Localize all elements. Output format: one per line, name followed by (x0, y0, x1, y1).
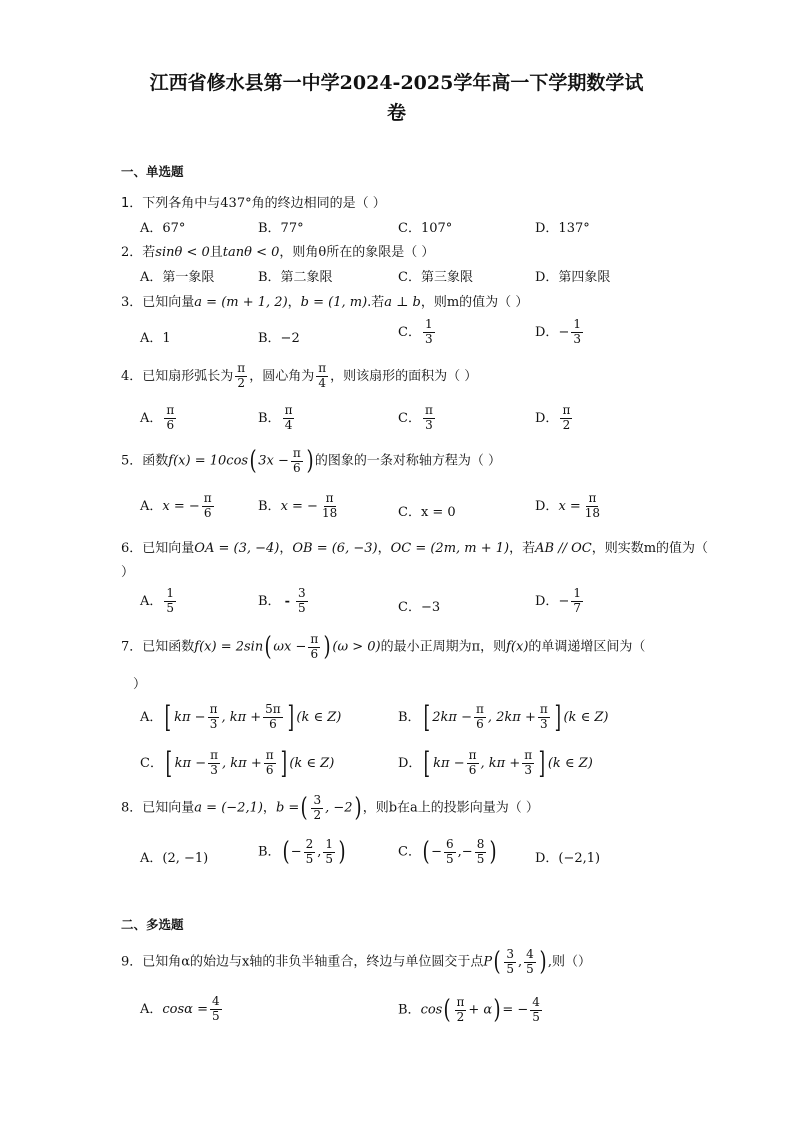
question-number: 8． (121, 800, 143, 816)
text: ， (279, 541, 293, 556)
numerator: π (524, 748, 533, 763)
numerator: 5π (265, 702, 281, 717)
denominator: 18 (584, 505, 601, 520)
math: P (483, 954, 493, 970)
math: a = (−2,1) (194, 800, 263, 816)
fraction (202, 492, 214, 521)
option-label: D． (535, 410, 559, 426)
fraction (208, 703, 220, 732)
fraction (264, 749, 276, 778)
q1-option-b: B．77° (258, 221, 304, 236)
sign: − (558, 324, 570, 340)
math: f(x) = 10cos (168, 453, 249, 469)
paren-left: ( (264, 632, 272, 662)
fraction (538, 703, 550, 732)
denominator: 6 (468, 763, 477, 777)
numerator: 1 (573, 317, 581, 331)
denominator: 5 (211, 1008, 220, 1023)
text: 已知角α的始边与x轴的非负半轴重合，终边与单位圆交于点 (142, 954, 484, 970)
numerator: 3 (313, 792, 322, 807)
text: ，圆心角为 (249, 368, 315, 384)
math: sinθ < 0 (155, 245, 210, 260)
paren-left: ( (493, 947, 501, 977)
bracket-right: ] (280, 746, 287, 781)
q9-option-a (140, 995, 224, 1024)
math: cos (420, 1002, 443, 1018)
fraction (316, 362, 328, 391)
option-label: C． (140, 756, 163, 771)
paren-right: ) (493, 995, 501, 1025)
sign: − (558, 593, 570, 609)
denominator: 6 (265, 763, 274, 777)
fraction (283, 404, 295, 433)
sign: - (284, 593, 290, 609)
fraction (311, 794, 323, 823)
paren-right: ) (338, 837, 346, 867)
fraction (524, 948, 536, 977)
q6-option-b (258, 587, 310, 616)
denominator: 6 (476, 717, 484, 731)
math: , −2 (325, 800, 353, 816)
text: 已知向量 (142, 295, 195, 310)
q3-option-c (398, 318, 437, 347)
text: .若 (367, 295, 385, 310)
bracket-left: [ (423, 700, 430, 735)
q2-option-b: B．第二象限 (258, 270, 333, 285)
option-label: B． (258, 593, 281, 609)
math: tanθ < 0 (222, 245, 280, 260)
denominator: 3 (425, 417, 433, 432)
sign: − (431, 844, 443, 860)
fraction (164, 587, 176, 616)
q7-option-b (398, 700, 608, 735)
denominator: 5 (476, 851, 485, 866)
paren-right: ) (323, 632, 331, 662)
numerator: 1 (424, 317, 433, 331)
math: (k ∈ Z) (547, 756, 593, 771)
bracket-left: [ (165, 700, 172, 735)
numerator: π (292, 445, 301, 460)
fraction (296, 587, 308, 616)
numerator: π (318, 361, 327, 375)
q1-option-c: C．107° (398, 221, 453, 236)
paren-left: ( (249, 446, 257, 476)
text: ,则（） (547, 954, 592, 970)
text: ， (287, 295, 301, 310)
q7-option-d (398, 746, 593, 781)
paren-left: ( (422, 837, 430, 867)
denominator: 7 (573, 600, 581, 615)
denominator: 6 (166, 417, 175, 432)
denominator: 5 (166, 600, 175, 615)
fraction (323, 838, 335, 867)
fraction (475, 838, 487, 867)
q1-option-a: A．67° (140, 221, 186, 236)
denominator: 3 (573, 331, 581, 346)
sign: − (290, 844, 302, 860)
question-5 (121, 446, 501, 476)
question-7-line2: ） (133, 677, 147, 692)
option-label: A． (140, 498, 163, 514)
numerator: 1 (573, 586, 581, 600)
question-number: 3． (121, 295, 143, 310)
text: 已知向量 (142, 541, 195, 556)
fraction (423, 404, 435, 433)
math: (ω > 0) (332, 639, 381, 655)
numerator: π (310, 631, 319, 646)
question-1 (121, 192, 386, 211)
fraction (308, 633, 320, 662)
page-title: 江西省修水县第一中学2024-2025学年高一下学期数学试 (149, 72, 644, 94)
q6-option-c: C．−3 (398, 600, 441, 615)
option-label: B． (398, 1002, 421, 1018)
math: kπ − (433, 756, 465, 771)
q1-option-d: D．137° (535, 221, 590, 236)
denominator: 5 (325, 851, 334, 866)
fraction (304, 838, 316, 867)
denominator: 2 (456, 1009, 465, 1024)
numerator: π (209, 702, 218, 717)
denominator: 3 (424, 331, 433, 346)
option-label: C． (398, 844, 421, 860)
math: x = − (280, 498, 318, 514)
text: 已知向量 (142, 800, 195, 816)
option-label: C． (398, 410, 421, 426)
q3-option-a: A．1 (140, 331, 171, 346)
math: a ⊥ b (384, 295, 421, 310)
denominator: 5 (446, 851, 454, 866)
text: 的最小正周期为π，则 (380, 639, 507, 655)
numerator: 8 (476, 836, 485, 851)
math: kπ − (174, 756, 207, 771)
q4-option-a (140, 404, 178, 433)
text: 若 (142, 245, 156, 260)
question-number: 1． (121, 196, 143, 211)
text: ，若 (509, 541, 536, 556)
math: , kπ + (221, 710, 262, 725)
q6-option-d (535, 587, 585, 616)
fraction (423, 318, 435, 347)
math: 3x − (258, 453, 289, 469)
question-number: 5． (121, 453, 143, 469)
q4-option-b (258, 404, 296, 433)
option-label: D． (535, 324, 559, 340)
denominator: 3 (210, 763, 218, 777)
denominator: 18 (321, 505, 338, 520)
fraction (263, 703, 283, 732)
numerator: π (562, 403, 571, 417)
math: (k ∈ Z) (563, 710, 609, 725)
question-8 (121, 793, 539, 823)
math: = − (502, 1002, 529, 1018)
bracket-left: [ (165, 746, 173, 781)
fraction (571, 318, 583, 347)
q4-option-c (398, 404, 437, 433)
fraction (504, 948, 516, 977)
fraction (208, 749, 220, 778)
math: f(x) = 2sin (194, 639, 264, 655)
fraction (235, 362, 247, 391)
option-label: D． (535, 498, 559, 514)
question-7 (121, 632, 645, 662)
q2-option-a: A．第一象限 (140, 270, 215, 285)
paren-left: ( (443, 995, 451, 1025)
numerator: 1 (166, 586, 175, 600)
bracket-right: ] (287, 700, 294, 735)
numerator: 1 (325, 836, 334, 851)
q5-option-c: C．x = 0 (398, 505, 456, 520)
numerator: 4 (532, 994, 540, 1009)
denominator: 6 (292, 460, 301, 475)
numerator: π (468, 748, 477, 763)
math: , 2kπ + (487, 710, 536, 725)
denominator: 3 (524, 763, 532, 777)
fraction (210, 995, 222, 1024)
q8-option-a: A．(2, −1) (140, 851, 209, 866)
fraction (530, 996, 542, 1025)
question-3 (121, 291, 528, 310)
page-title-line2: 卷 (386, 102, 406, 124)
numerator: π (325, 491, 334, 505)
option-label: B． (258, 844, 281, 860)
numerator: 3 (506, 946, 514, 961)
text: 的单调递增区间为（ (528, 639, 646, 655)
option-label: C． (398, 324, 421, 340)
question-number: 2． (121, 245, 143, 260)
denominator: 4 (318, 375, 326, 390)
option-label: D． (398, 756, 422, 771)
option-label: A． (140, 710, 163, 725)
fraction (320, 492, 339, 521)
option-label: D． (535, 593, 559, 609)
math: cosα = (162, 1001, 208, 1017)
text: ，则实数m的值为（ (591, 541, 709, 556)
denominator: 3 (209, 717, 218, 731)
math: OA = (3, −4) (194, 541, 280, 556)
fraction (571, 587, 583, 616)
q2-option-d: D．第四象限 (535, 270, 611, 285)
denominator: 2 (562, 417, 571, 432)
text: ， (377, 541, 391, 556)
question-2 (121, 241, 434, 260)
denominator: 5 (532, 1009, 540, 1024)
q9-option-b (398, 995, 544, 1025)
option-label: A． (140, 410, 163, 426)
question-number: 7． (121, 639, 143, 655)
q8-option-c: C．( − $\frac{6}{5}$ ,− $\frac{8}{5}$ ) (398, 836, 497, 867)
numerator: 4 (211, 994, 220, 1008)
math: (k ∈ Z) (289, 756, 335, 771)
option-label: A． (140, 593, 163, 609)
paren-right: ) (306, 446, 314, 476)
paren-right: ) (489, 837, 497, 867)
paren-left: ( (300, 793, 308, 823)
question-6 (121, 537, 708, 556)
denominator: 2 (313, 807, 322, 822)
question-number: 9． (121, 954, 143, 970)
q5-option-d (535, 492, 604, 521)
math: AB // OC (535, 541, 592, 556)
math: , kπ + (222, 756, 262, 771)
numerator: π (203, 491, 212, 505)
q3-option-d (535, 318, 585, 347)
section-single-choice: 一、单选题 (121, 164, 184, 179)
text: 且 (209, 245, 223, 260)
numerator: π (210, 748, 219, 763)
bracket-left: [ (424, 746, 431, 781)
q5-option-a (140, 492, 216, 521)
bracket-right: ] (554, 700, 561, 735)
paren-right: ) (539, 947, 547, 977)
math: ωx − (273, 639, 307, 655)
q4-option-d (535, 404, 574, 433)
fraction (291, 447, 303, 476)
math: (k ∈ Z) (296, 710, 342, 725)
math: f(x) (506, 639, 529, 655)
numerator: π (265, 748, 274, 763)
text: ，则角θ所在的象限是（ ） (279, 245, 435, 260)
math: a = (m + 1, 2) (194, 295, 288, 310)
paren-right: ) (354, 793, 362, 823)
q2-option-c: C．第三象限 (398, 270, 473, 285)
q5-option-b (258, 492, 341, 521)
numerator: 2 (305, 836, 314, 851)
text: ，则该扇形的面积为（ ） (330, 368, 478, 384)
q8-option-b: B．( − $\frac{2}{5}$ , $\frac{1}{5}$ ) (258, 836, 346, 867)
option-label: A． (140, 1001, 163, 1017)
math: x = − (162, 498, 200, 514)
numerator: π (588, 491, 597, 505)
option-label: B． (258, 410, 281, 426)
fraction (455, 996, 467, 1025)
fraction (474, 703, 486, 732)
numerator: π (456, 994, 465, 1009)
math: , kπ + (480, 756, 521, 771)
math: + α (468, 1002, 493, 1018)
question-4 (121, 362, 477, 391)
fraction (164, 404, 176, 433)
option-label: B． (398, 710, 421, 725)
option-label: B． (258, 498, 281, 514)
q7-option-a (140, 700, 341, 735)
denominator: 2 (237, 375, 246, 390)
numerator: π (424, 403, 433, 417)
numerator: 6 (446, 836, 454, 851)
fraction (560, 404, 572, 433)
denominator: 5 (506, 961, 514, 976)
numerator: 3 (297, 586, 306, 600)
math: 2kπ − (432, 710, 472, 725)
numerator: π (539, 702, 548, 717)
text: ，则m的值为（ ） (420, 295, 529, 310)
denominator: 5 (297, 600, 306, 615)
question-6-line2: ） (121, 565, 135, 580)
q8-option-d: D．(−2,1) (535, 851, 601, 866)
math: kπ − (174, 710, 206, 725)
q6-option-a (140, 587, 178, 616)
bracket-right: ] (538, 746, 546, 781)
denominator: 3 (540, 717, 548, 731)
text: 已知扇形弧长为 (142, 368, 234, 384)
text: ，则b在a上的投影向量为（ ） (362, 800, 539, 816)
math: OB = (6, −3) (292, 541, 378, 556)
paren-left: ( (282, 837, 290, 867)
numerator: π (284, 403, 293, 417)
denominator: 6 (310, 646, 319, 661)
q3-option-b: B．−2 (258, 331, 300, 346)
fraction (467, 749, 479, 778)
question-9: 9．已知角α的始边与x轴的非负半轴重合，终边与单位圆交于点P( $\frac{3}{5}$ , $\frac{4}{5}$ ) ,则（） (121, 946, 592, 977)
numerator: π (166, 403, 175, 417)
sign: − (461, 844, 473, 860)
denominator: 4 (284, 417, 293, 432)
q7-option-c (140, 746, 334, 781)
fraction (583, 492, 602, 521)
text: ， (262, 800, 276, 816)
denominator: 6 (269, 717, 277, 731)
fraction (444, 838, 456, 867)
math: x = (558, 498, 581, 514)
text: 函数 (142, 453, 169, 469)
math: b = (1, m) (300, 295, 368, 310)
numerator: 4 (526, 946, 534, 961)
numerator: π (237, 361, 246, 375)
question-number: 4． (121, 368, 143, 384)
question-number: 6． (121, 541, 143, 556)
section-multiple-choice: 二、多选题 (121, 917, 184, 932)
numerator: π (476, 702, 484, 717)
fraction (522, 749, 534, 778)
denominator: 5 (526, 961, 534, 976)
text: 的图象的一条对称轴方程为（ ） (314, 453, 502, 469)
math: b = (275, 800, 300, 816)
math: OC = (2m, m + 1) (390, 541, 510, 556)
text: 已知函数 (142, 639, 195, 655)
question-text: 下列各角中与437°角的终边相同的是（ ） (142, 196, 386, 211)
denominator: 5 (305, 851, 314, 866)
denominator: 6 (203, 505, 212, 520)
